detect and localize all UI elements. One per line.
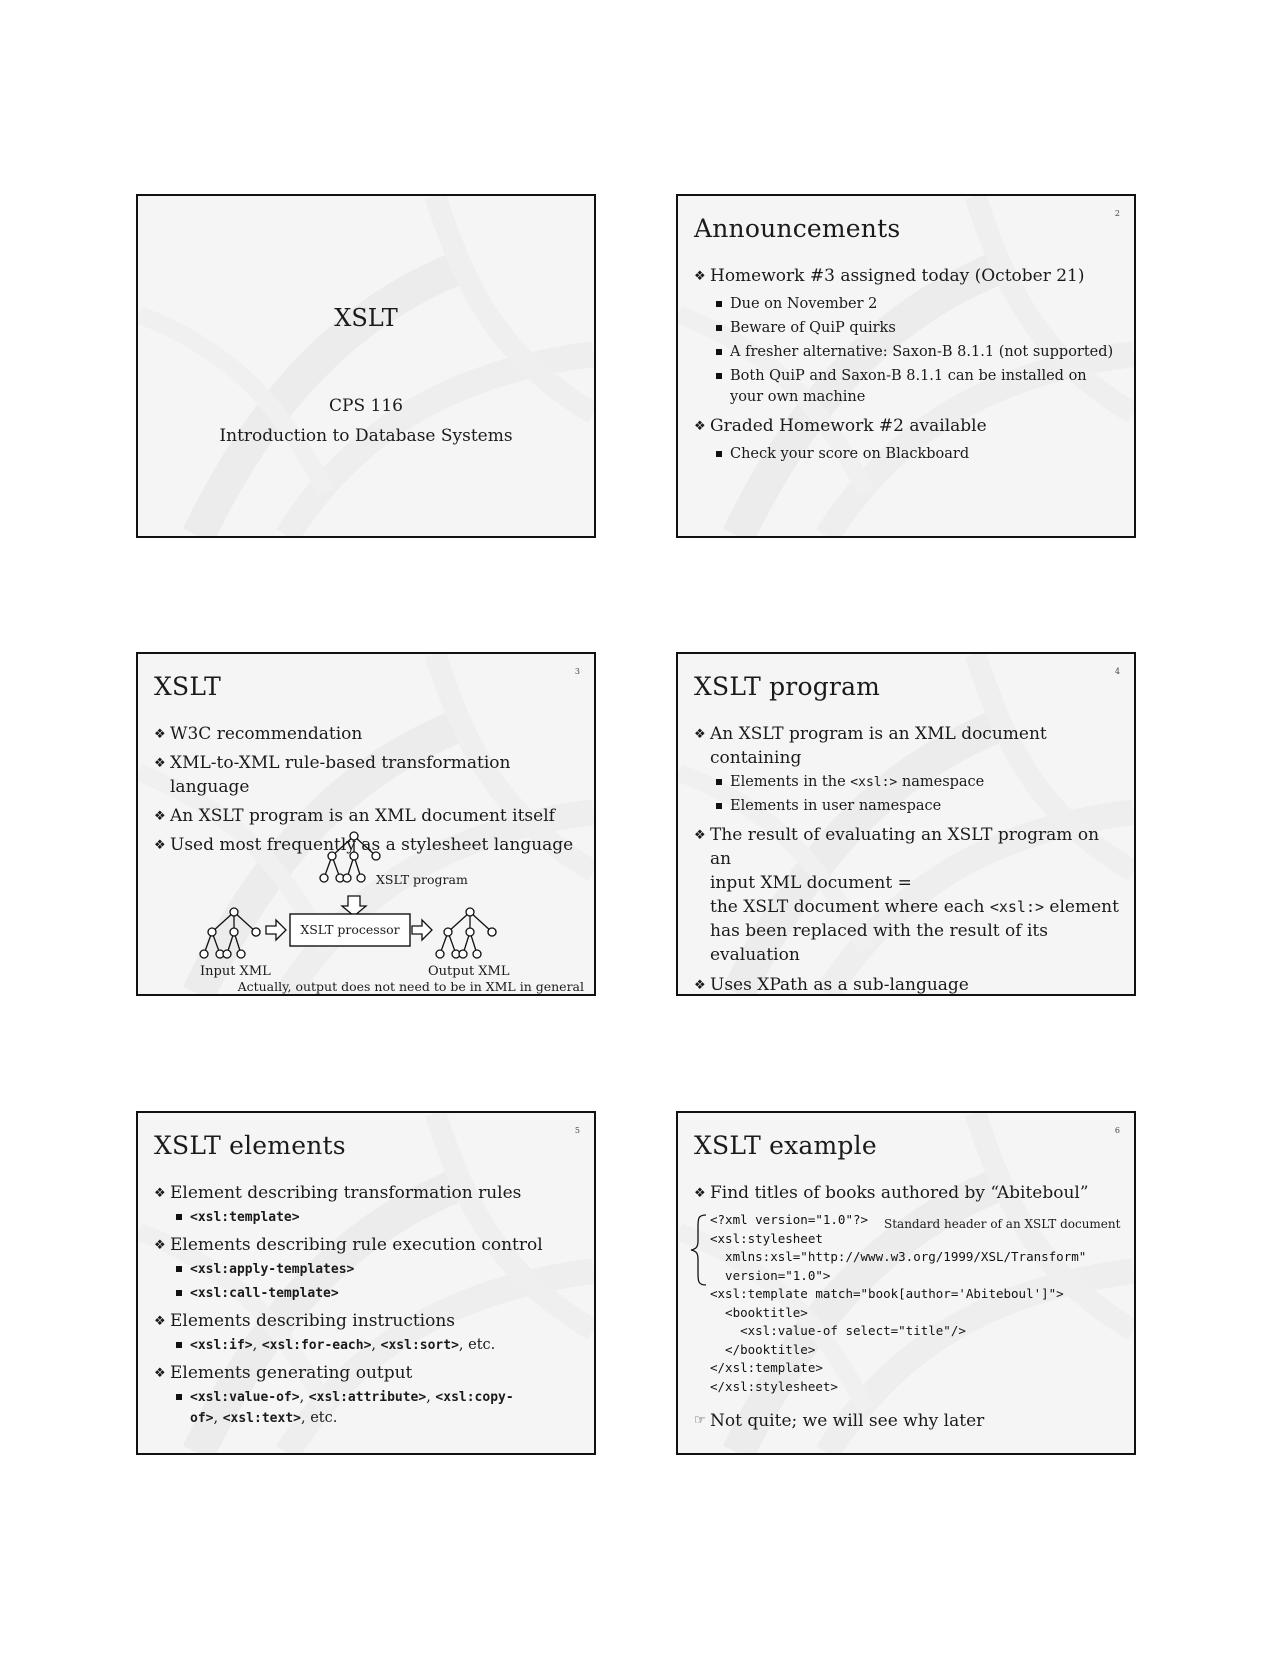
bullet-text: Homework #3 assigned today (October 21) [710,266,1085,286]
cover-title: XSLT [334,304,398,332]
code-line: <xsl:stylesheet [710,1230,823,1246]
diamond-bullet-icon: ❖ [694,1186,706,1201]
code-xsl-element: <xsl:> [989,898,1045,916]
bullet [154,1309,584,1333]
output-tree-icon [436,908,496,958]
bullet-text: Uses XPath as a sub-language [710,975,969,995]
slide-5 [136,1111,596,1455]
down-arrow-icon [342,896,366,916]
square-bullet-icon [176,1290,182,1296]
code-xsl-namespace: <xsl:> [850,775,898,790]
code-line: version="1.0"> [710,1267,831,1283]
slide-title: Announcements [694,214,901,243]
bullet [154,1233,584,1257]
bullet [694,414,1124,438]
bullet-text-line: has been replaced with the result of its evaluation [710,921,1048,965]
sub-bullet [154,1259,584,1280]
sub-bullet-text: Elements in the [730,774,846,790]
code-line: </xsl:template> [710,1360,823,1375]
bullet-text: An XSLT program is an XML document containing [710,724,1047,768]
diamond-bullet-icon: ❖ [694,727,706,742]
pointing-hand-icon: ☞ [694,1413,706,1428]
output-note: Actually, output does not need to be in XML in general [237,979,584,994]
square-bullet-icon [176,1394,182,1400]
sub-bullet [694,342,1124,363]
slide-3 [136,652,596,996]
etc-text: , etc. [458,1337,496,1353]
bullet [694,722,1124,770]
page-number: 4 [1114,667,1120,676]
square-bullet-icon [716,349,722,355]
bullet-text: Element describing transformation rules [170,1183,522,1203]
code-xsl-template: <xsl:template> [190,1210,300,1225]
bullet-text: An XSLT program is an XML document itself [170,806,555,826]
sub-bullet [694,796,1124,817]
code-line: </xsl:stylesheet> [710,1378,838,1394]
sub-bullet: <xsl:value-of>, <xsl:attribute>, <xsl:copy- of>, <xsl:text>, etc. [154,1387,584,1429]
bullet-text: Elements generating output [170,1363,413,1383]
sub-bullet-text: Due on November 2 [730,296,878,312]
diamond-bullet-icon: ❖ [694,828,706,843]
code-xsl-text: <xsl:text> [222,1411,301,1426]
program-label: XSLT program [376,872,468,887]
code-line: <xsl:template match="book[author='Abiteboul']"> [710,1286,1064,1301]
code-attribute: <xsl:attribute> [308,1390,427,1405]
sub-bullet-text: Beware of QuiP quirks [730,320,896,336]
sub-bullet [154,1283,584,1304]
square-bullet-icon [176,1266,182,1272]
slide-title: XSLT example [694,1131,877,1160]
right-arrow-icon [412,920,432,940]
slide-6 [676,1111,1136,1455]
page-number: 5 [574,1126,580,1135]
diamond-bullet-icon: ❖ [154,1314,166,1329]
bullet-text: Elements describing instructions [170,1311,456,1331]
program-tree-icon [320,832,380,882]
code-line: </booktitle> [710,1341,816,1357]
page-number: 2 [1114,209,1120,218]
course-code: CPS 116 [329,396,403,416]
square-bullet-icon [716,301,722,307]
diamond-bullet-icon: ❖ [154,1186,166,1201]
square-bullet-icon [176,1214,182,1220]
diamond-bullet-icon: ❖ [694,269,706,284]
code-xsl-if: <xsl:if> [190,1338,253,1353]
bullet-text: W3C recommendation [170,724,363,744]
sub-bullet-text: Elements in user namespace [730,798,942,814]
sub-bullet-text: A fresher alternative: Saxon-B 8.1.1 (not supported) [730,344,1114,360]
slide-title: XSLT program [694,672,881,701]
square-bullet-icon [716,803,722,809]
slide-title: XSLT elements [154,1131,346,1160]
bullet-text-line: The result of evaluating an XSLT program on an [710,825,1100,869]
square-bullet-icon [716,373,722,379]
diamond-bullet-icon: ❖ [154,1238,166,1253]
sub-bullet [694,772,1124,793]
processor-label: XSLT processor [300,922,400,937]
code-xsl-sort: <xsl:sort> [380,1338,459,1353]
code-line: <?xml version="1.0"?> [710,1212,869,1227]
bullet [694,823,1124,967]
code-copy-of-part2: of> [190,1411,214,1426]
slide-1 [136,194,596,538]
sub-bullet [694,318,1124,339]
bullet-text-line: input XML document = [710,873,912,893]
bullet [694,1409,984,1433]
input-label: Input XML [200,964,271,979]
page-number: 3 [574,667,580,676]
page-number: 6 [1114,1126,1120,1135]
output-label: Output XML [428,964,510,979]
xslt-code-block [710,1211,1086,1396]
etc-text: , etc. [300,1410,338,1426]
code-line: xmlns:xsl="http://www.w3.org/1999/XSL/Transform" [710,1249,1087,1264]
sub-bullet [694,366,1124,408]
sub-bullet [694,294,1124,315]
bullet [154,1361,584,1385]
bullet-text-line: element [1049,897,1119,917]
diamond-bullet-icon: ❖ [154,756,166,771]
code-line: <booktitle> [710,1304,808,1320]
code-apply-templates: <xsl:apply-templates> [190,1262,355,1277]
sub-bullet [154,1207,584,1228]
sub-bullet [694,444,1124,465]
square-bullet-icon [716,451,722,457]
sub-bullet-text: Check your score on Blackboard [730,446,970,462]
code-copy-of-part1: <xsl:copy- [435,1390,514,1405]
bullet-text: Find titles of books authored by “Abiteboul” [710,1183,1089,1203]
diamond-bullet-icon: ❖ [154,838,166,853]
code-for-each: <xsl:for-each> [261,1338,372,1353]
bullet-text: Not quite; we will see why later [710,1411,985,1431]
bullet [694,973,1124,996]
right-arrow-icon [266,920,286,940]
square-bullet-icon [716,779,722,785]
bullet [154,1181,584,1205]
diamond-bullet-icon: ❖ [694,419,706,434]
diamond-bullet-icon: ❖ [694,978,706,993]
course-title: Introduction to Database Systems [219,426,513,446]
header-note: Standard header of an XSLT document [884,1217,1121,1231]
sub-bullet-text: namespace [901,774,985,790]
square-bullet-icon [716,325,722,331]
square-bullet-icon [176,1342,182,1348]
diamond-bullet-icon: ❖ [154,1366,166,1381]
diamond-bullet-icon: ❖ [154,809,166,824]
slide-title: XSLT [154,672,221,701]
bullet-text: Elements describing rule execution control [170,1235,543,1255]
slide-4 [676,652,1136,996]
bullet-text: Used most frequently as a stylesheet language [170,835,574,855]
sub-bullet-text: Both QuiP and Saxon-B 8.1.1 can be installed on your own machine [730,368,1087,405]
slide-2 [676,194,1136,538]
bullet-text: Graded Homework #2 available [710,416,987,436]
input-tree-icon [200,908,260,958]
code-value-of: <xsl:value-of> [190,1390,300,1405]
diamond-bullet-icon: ❖ [154,727,166,742]
bullet-text-line: the XSLT document where each [710,897,985,917]
bullet-text: XML-to-XML rule-based transformation language [170,753,511,797]
bullet [694,264,1124,288]
code-line: <xsl:value-of select="title"/> [710,1323,966,1338]
sub-bullet: <xsl:if>, <xsl:for-each>, <xsl:sort>, etc. [154,1335,584,1356]
code-call-template: <xsl:call-template> [190,1286,339,1301]
